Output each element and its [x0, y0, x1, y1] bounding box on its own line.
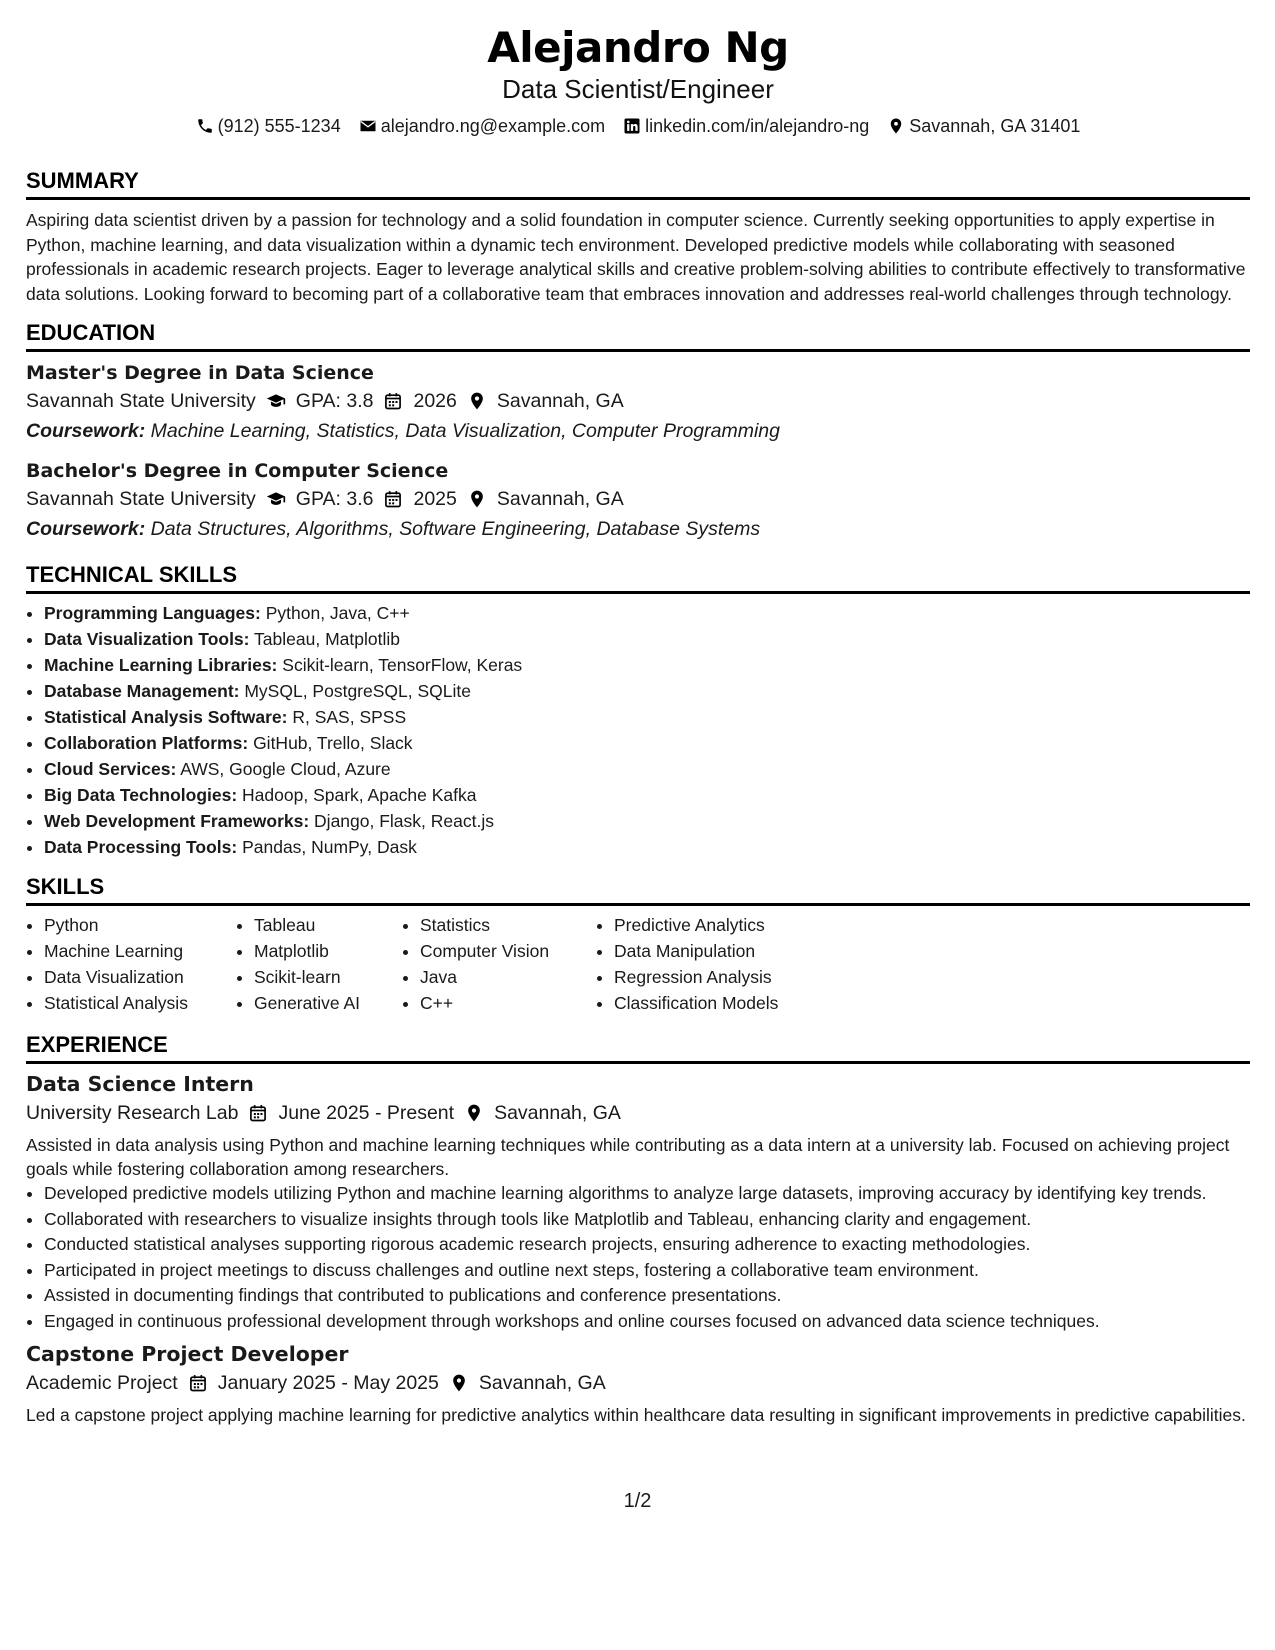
degree-title: Bachelor's Degree in Computer Science: [26, 460, 449, 482]
list-item: • Statistical Analysis: [44, 990, 236, 1016]
list-item: [44, 652, 1250, 678]
job-description: Led a capstone project applying machine learning for predictive analytics within healthcare data resulting in significant improvements in predictive capabilities.: [26, 1405, 1246, 1425]
skill-values: R, SAS, SPSS: [292, 707, 407, 727]
list-item: [44, 782, 1250, 808]
coursework-label: Coursework:: [26, 420, 146, 442]
coursework: [26, 514, 1250, 544]
resume-page: [26, 22, 1250, 1428]
education-item: [26, 360, 1250, 446]
degree-title: Master's Degree in Data Science: [26, 362, 374, 384]
graduation-cap-icon: [266, 489, 286, 509]
job-title: Data Science Intern: [26, 1072, 254, 1096]
email-icon: [359, 117, 377, 135]
list-item: • Data Visualization: [44, 964, 236, 990]
linkedin-icon: [623, 117, 641, 135]
contact-email-text: alejandro.ng@example.com: [380, 116, 606, 136]
skill-category: Machine Learning Libraries:: [44, 655, 278, 675]
summary-text: Aspiring data scientist driven by a passion for technology and a solid foundation in computer science. Currently seeking opportunities to apply expertise in Python, machine learning, and data visualization within a dynamic tech environment. Developed predictive models while collaborating with seasoned professionals in academic research projects. Eager to leverage analytical skills and creative problem-solving abilities to contribute effectively to transformative data solutions. Looking forward to becoming part of a collaborative team that embraces innovation and addresses real-world challenges through technology.: [26, 210, 1246, 304]
job-achievements: [26, 1181, 1250, 1334]
list-item: [44, 834, 1250, 860]
section-title-education: EDUCATION: [26, 320, 1250, 352]
skill-values: Scikit-learn, TensorFlow, Keras: [282, 655, 523, 675]
list-item: • Engaged in continuous professional development through workshops and online courses focused on advanced data science techniques.: [44, 1309, 1250, 1335]
list-item: • Predictive Analytics: [614, 912, 854, 938]
calendar-icon: [383, 391, 403, 411]
job-org: University Research Lab: [26, 1102, 239, 1124]
contact-location-text: Savannah, GA 31401: [909, 116, 1081, 136]
job-dates: January 2025 - May 2025: [217, 1372, 439, 1394]
school-name: Savannah State University: [26, 390, 256, 412]
technical-skills-list: [26, 600, 1250, 860]
list-item: [44, 730, 1250, 756]
skills-column: [236, 912, 402, 1016]
contact-linkedin-text: linkedin.com/in/alejandro-ng: [645, 116, 870, 136]
education-section: [26, 320, 1250, 544]
skill-category: Big Data Technologies:: [44, 785, 238, 805]
gpa: GPA: 3.8: [295, 390, 374, 412]
coursework: [26, 416, 1250, 446]
skill-values: AWS, Google Cloud, Azure: [180, 759, 391, 779]
coursework-list: Data Structures, Algorithms, Software Engineering, Database Systems: [150, 518, 761, 540]
list-item: [44, 808, 1250, 834]
skill-values: GitHub, Trello, Slack: [253, 733, 413, 753]
contact-phone[interactable]: [196, 114, 341, 138]
skills-section: [26, 874, 1250, 1016]
skill-category: Programming Languages:: [44, 603, 261, 623]
list-item: • Machine Learning: [44, 938, 236, 964]
list-item: • Java: [420, 964, 596, 990]
candidate-role: Data Scientist/Engineer: [502, 74, 774, 104]
list-item: [44, 678, 1250, 704]
skill-values: Python, Java, C++: [265, 603, 410, 623]
job-location: Savannah, GA: [494, 1102, 621, 1124]
location-icon: [887, 117, 905, 135]
section-title-technical-skills: TECHNICAL SKILLS: [26, 562, 1250, 594]
list-item: • C++: [420, 990, 596, 1016]
location-icon: [467, 489, 487, 509]
calendar-icon: [383, 489, 403, 509]
list-item: • Collaborated with researchers to visualize insights through tools like Matplotlib and Tableau, enhancing clarity and engagement.: [44, 1207, 1250, 1233]
experience-item: [26, 1070, 1250, 1334]
calendar-icon: [248, 1103, 268, 1123]
school-location: Savannah, GA: [496, 390, 624, 412]
job-dates: June 2025 - Present: [278, 1102, 455, 1124]
list-item: • Participated in project meetings to discuss challenges and outline next steps, fostering a collaborative team environment.: [44, 1258, 1250, 1284]
experience-section: [26, 1032, 1250, 1428]
skill-category: Cloud Services:: [44, 759, 177, 779]
calendar-icon: [188, 1373, 208, 1393]
list-item: • Matplotlib: [254, 938, 402, 964]
skill-category: Web Development Frameworks:: [44, 811, 310, 831]
skill-category: Data Processing Tools:: [44, 837, 238, 857]
skill-category: Collaboration Platforms:: [44, 733, 249, 753]
list-item: • Regression Analysis: [614, 964, 854, 990]
gpa: GPA: 3.6: [295, 488, 374, 510]
skills-column: [26, 912, 236, 1016]
list-item: • Tableau: [254, 912, 402, 938]
contact-linkedin[interactable]: [623, 114, 869, 138]
skills-column: [402, 912, 596, 1016]
list-item: • Developed predictive models utilizing Python and machine learning algorithms to analyze large datasets, improving accuracy by identifying key trends.: [44, 1181, 1250, 1207]
graduation-year: 2025: [413, 488, 457, 510]
graduation-cap-icon: [266, 391, 286, 411]
education-item: [26, 458, 1250, 544]
experience-item: [26, 1340, 1250, 1428]
coursework-list: Machine Learning, Statistics, Data Visualization, Computer Programming: [150, 420, 780, 442]
graduation-year: 2026: [413, 390, 457, 412]
skill-values: Django, Flask, React.js: [314, 811, 494, 831]
section-title-skills: SKILLS: [26, 874, 1250, 906]
job-meta: [26, 1098, 1250, 1128]
page-number: 1/2: [623, 1490, 652, 1512]
list-item: [44, 600, 1250, 626]
skills-grid: [26, 912, 1250, 1016]
job-org: Academic Project: [26, 1372, 178, 1394]
skills-column: [596, 912, 854, 1016]
list-item: [44, 704, 1250, 730]
technical-skills-section: [26, 562, 1250, 860]
candidate-name: Alejandro Ng: [487, 23, 789, 72]
section-title-experience: EXPERIENCE: [26, 1032, 1250, 1064]
list-item: • Scikit-learn: [254, 964, 402, 990]
list-item: • Generative AI: [254, 990, 402, 1016]
list-item: • Computer Vision: [420, 938, 596, 964]
list-item: [44, 756, 1250, 782]
list-item: • Python: [44, 912, 236, 938]
phone-icon: [196, 117, 214, 135]
location-icon: [467, 391, 487, 411]
skill-values: Pandas, NumPy, Dask: [242, 837, 417, 857]
list-item: • Assisted in documenting findings that contributed to publications and conference presentations.: [44, 1283, 1250, 1309]
list-item: • Conducted statistical analyses supporting rigorous academic research projects, ensuring adherence to exacting methodologies.: [44, 1232, 1250, 1258]
contact-email[interactable]: [359, 114, 605, 138]
skill-category: Data Visualization Tools:: [44, 629, 250, 649]
list-item: • Classification Models: [614, 990, 854, 1016]
section-title-summary: SUMMARY: [26, 168, 1250, 200]
skill-values: Hadoop, Spark, Apache Kafka: [242, 785, 477, 805]
contact-bar: [26, 114, 1250, 138]
list-item: • Statistics: [420, 912, 596, 938]
list-item: • Data Manipulation: [614, 938, 854, 964]
education-meta: [26, 484, 1250, 514]
skill-values: MySQL, PostgreSQL, SQLite: [244, 681, 471, 701]
school-name: Savannah State University: [26, 488, 256, 510]
location-icon: [449, 1373, 469, 1393]
school-location: Savannah, GA: [496, 488, 624, 510]
skill-category: Database Management:: [44, 681, 240, 701]
education-meta: [26, 386, 1250, 416]
skill-values: Tableau, Matplotlib: [254, 629, 400, 649]
resume-header: [26, 22, 1250, 138]
skill-category: Statistical Analysis Software:: [44, 707, 288, 727]
contact-phone-text: (912) 555-1234: [217, 116, 341, 136]
job-description: Assisted in data analysis using Python and machine learning techniques while contributing as a data intern at a university lab. Focused on achieving project goals while fostering collaboration among researchers.: [26, 1135, 1230, 1179]
job-location: Savannah, GA: [478, 1372, 606, 1394]
contact-location: [887, 114, 1080, 138]
summary-section: [26, 168, 1250, 306]
list-item: [44, 626, 1250, 652]
coursework-label: Coursework:: [26, 518, 146, 540]
job-meta: [26, 1368, 1250, 1398]
location-icon: [464, 1103, 484, 1123]
job-title: Capstone Project Developer: [26, 1342, 349, 1366]
